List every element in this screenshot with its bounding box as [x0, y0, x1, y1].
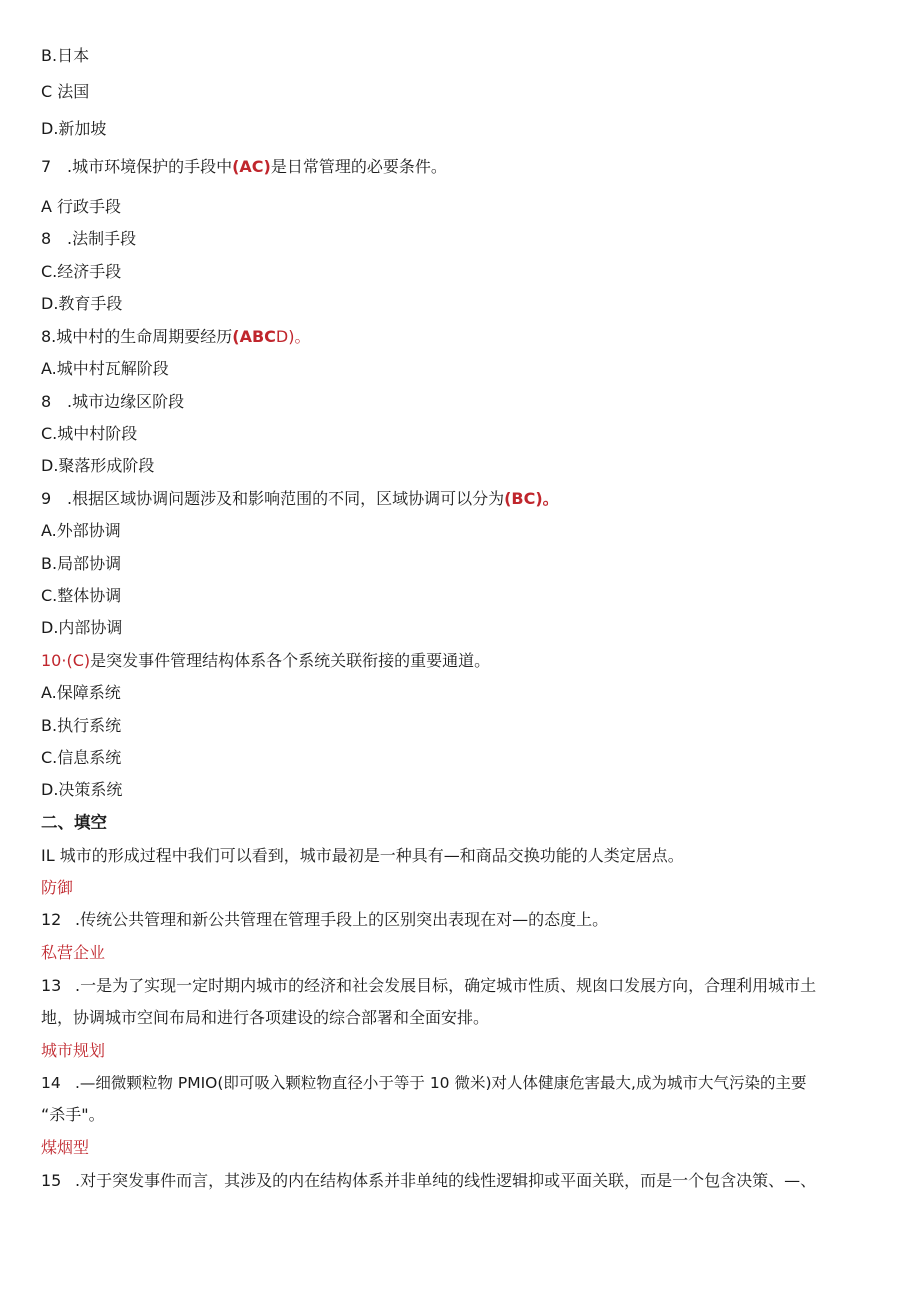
option-d: D.新加坡 — [41, 119, 107, 138]
question-text: .城市环境保护的手段中 — [67, 157, 233, 176]
option-number: 8 — [41, 229, 52, 248]
option-d: D.聚落形成阶段 — [41, 456, 155, 475]
question-14-cont: “杀手"。 — [41, 1105, 105, 1124]
option-c: C.整体协调 — [41, 586, 122, 605]
question-9 — [41, 489, 559, 509]
question-number: 9 — [41, 489, 52, 508]
option-d: D.教育手段 — [41, 294, 123, 313]
question-13-cont: 地，协调城市空间布局和进行各项建设的综合部署和全面安排。 — [41, 1008, 490, 1027]
option-text: .法制手段 — [67, 229, 137, 248]
question-15 — [41, 1171, 816, 1191]
fill-answer: 防御 — [41, 878, 74, 897]
option-c: C 法国 — [41, 82, 90, 101]
option-text: .城市边缘区阶段 — [67, 392, 185, 411]
question-number: 12 — [41, 910, 62, 929]
fill-answer: 城市规划 — [41, 1041, 106, 1060]
option-c: C.信息系统 — [41, 748, 122, 767]
option-c: C.经济手段 — [41, 262, 122, 281]
option-b: B.日本 — [41, 46, 90, 65]
question-text: .—细微颗粒物 PMIO(即可吸入颗粒物直径小于等于 10 微米)对人体健康危害最大,成为城市大气污染的主要 — [75, 1074, 807, 1092]
question-number: 7 — [41, 157, 52, 176]
answer-mark-end: D)。 — [275, 327, 311, 346]
question-8 — [41, 327, 311, 347]
question-10 — [41, 651, 490, 671]
question-text-end: 是日常管理的必要条件。 — [270, 157, 447, 176]
question-text: 是突发事件管理结构体系各个系统关联衔接的重要通道。 — [90, 651, 491, 670]
option-a: A 行政手段 — [41, 197, 122, 216]
question-7 — [41, 157, 447, 177]
option-b — [41, 392, 184, 412]
question-14 — [41, 1073, 806, 1093]
option-b — [41, 229, 136, 249]
question-11: IL 城市的形成过程中我们可以看到，城市最初是一种具有—和商品交换功能的人类定居点。 — [41, 846, 684, 865]
option-b: B.执行系统 — [41, 716, 122, 735]
fill-answer: 私营企业 — [41, 943, 106, 962]
question-12 — [41, 910, 608, 930]
question-number: 15 — [41, 1171, 62, 1190]
question-13 — [41, 976, 816, 996]
option-d: D.内部协调 — [41, 618, 123, 637]
fill-answer: 煤烟型 — [41, 1138, 90, 1157]
answer-mark: (BC)。 — [504, 489, 559, 508]
option-number: 8 — [41, 392, 52, 411]
answer-mark: (C) — [66, 651, 91, 670]
question-text: 8.城中村的生命周期要经历 — [41, 327, 233, 346]
section-heading: 二、填空 — [41, 813, 107, 832]
option-a: A.保障系统 — [41, 683, 121, 702]
answer-mark: (ABC — [232, 327, 276, 346]
question-text: .一是为了实现一定时期内城市的经济和社会发展目标，确定城市性质、规囱口发展方向，合理利用城市土 — [75, 976, 817, 995]
question-text: .对于突发事件而言，其涉及的内在结构体系并非单纯的线性逻辑抑或平面关联，而是一个包含决策、—、 — [75, 1171, 817, 1190]
question-text: .传统公共管理和新公共管理在管理手段上的区别突出表现在对—的态度上。 — [75, 910, 609, 929]
option-b: B.局部协调 — [41, 554, 122, 573]
question-number: 13 — [41, 976, 62, 995]
option-a: A.城中村瓦解阶段 — [41, 359, 169, 378]
answer-mark: (AC) — [232, 157, 271, 176]
option-c: C.城中村阶段 — [41, 424, 138, 443]
question-number: 14 — [41, 1074, 61, 1092]
question-text: .根据区域协调问题涉及和影响范围的不同，区域协调可以分为 — [67, 489, 505, 508]
option-d: D.决策系统 — [41, 780, 123, 799]
option-a: A.外部协调 — [41, 521, 121, 540]
question-number: 10· — [41, 651, 67, 670]
